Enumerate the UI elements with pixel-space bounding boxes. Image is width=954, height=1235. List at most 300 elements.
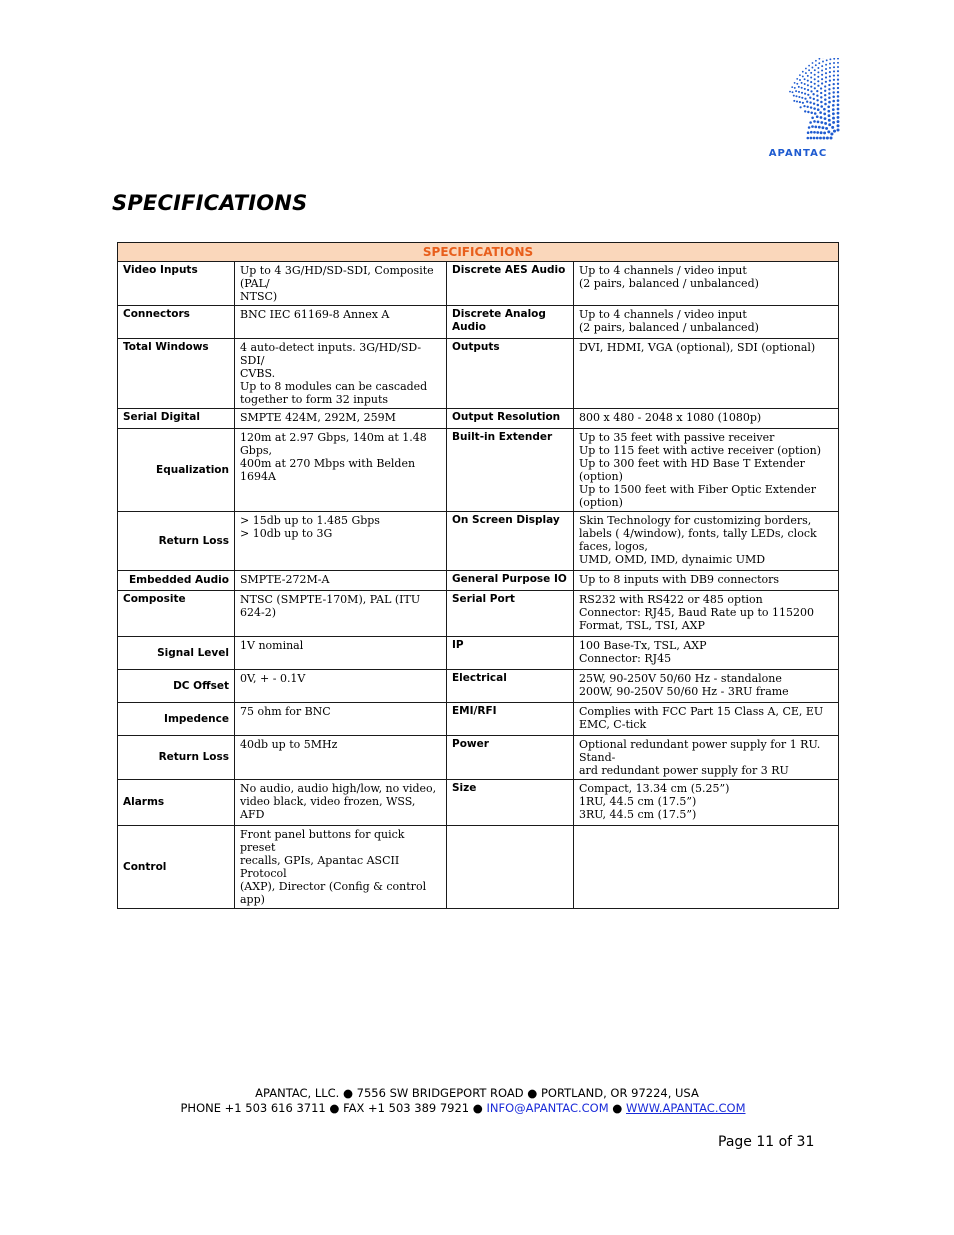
logo-dot — [798, 91, 800, 93]
spec-value-line: 1V nominal — [240, 639, 304, 652]
logo-dot — [810, 72, 812, 74]
logo-dot — [818, 62, 820, 64]
logo-dot — [828, 101, 831, 104]
spec-label: Discrete Analog Audio — [447, 306, 574, 339]
logo-dot — [810, 111, 813, 114]
table-row — [118, 262, 839, 306]
logo-dot — [832, 91, 834, 93]
footer-separator: ● — [608, 1101, 627, 1115]
spec-value — [235, 306, 447, 339]
logo-dot — [817, 76, 819, 78]
logo-dot — [814, 83, 816, 85]
logo-dot — [837, 58, 839, 60]
table-row — [118, 571, 839, 591]
logo-dot — [812, 93, 814, 95]
spec-value-line: No audio, audio high/low, no video, — [240, 782, 437, 795]
logo-dot — [827, 130, 830, 133]
logo-dot — [813, 107, 816, 110]
logo-dot — [802, 102, 804, 104]
logo-dot — [837, 70, 839, 72]
spec-value-line: 3RU, 44.5 cm (17.5”) — [579, 808, 697, 821]
spec-value-line: Compact, 13.34 cm (5.25”) — [579, 782, 730, 795]
spec-value-line: DVI, HDMI, VGA (optional), SDI (optional) — [579, 341, 816, 354]
table-row — [118, 736, 839, 780]
spec-label: Return Loss — [118, 512, 235, 571]
logo-dot — [811, 125, 814, 128]
table-row — [118, 780, 839, 826]
logo-dot — [822, 137, 825, 140]
logo-dot — [836, 128, 839, 131]
logo-dot — [832, 121, 835, 124]
logo-dot — [824, 85, 826, 87]
logo-dot — [822, 61, 824, 63]
spec-value-line: NTSC (SMPTE-170M), PAL (ITU 624-2) — [240, 593, 421, 619]
logo-dot — [799, 79, 801, 81]
logo-dot — [829, 75, 831, 77]
spec-label: Alarms — [118, 780, 235, 826]
logo-dot — [807, 94, 809, 96]
table-title: SPECIFICATIONS — [118, 243, 839, 262]
logo-dot — [824, 122, 827, 125]
logo-dot — [837, 78, 839, 80]
logo-dot — [814, 78, 816, 80]
spec-value-line: > 10db up to 3G — [240, 527, 333, 540]
logo-dot — [811, 117, 814, 120]
logo-dot — [826, 137, 829, 140]
logo-dot — [833, 62, 835, 64]
logo-dot — [804, 98, 806, 100]
logo-dot — [818, 126, 821, 129]
logo-dot — [799, 101, 801, 103]
logo-dot — [829, 136, 832, 139]
spec-value-line: Up to 4 channels / video input — [579, 308, 747, 321]
spec-value-line: Up to 4 3G/HD/SD-SDI, Composite (PAL/ — [240, 264, 434, 290]
spec-label: Total Windows — [118, 339, 235, 409]
logo-dot — [816, 137, 819, 140]
logo-dot — [828, 97, 831, 100]
logo-dot — [826, 59, 828, 61]
spec-label: On Screen Display — [447, 512, 574, 571]
logo-dot — [795, 95, 797, 97]
spec-value — [574, 571, 839, 591]
spec-value-line: Up to 8 modules can be cascaded — [240, 380, 428, 393]
spec-value-line: Up to 1500 feet with Fiber Optic Extender (option) — [579, 483, 816, 509]
logo-dot — [837, 120, 840, 123]
logo-dot — [804, 88, 806, 90]
logo-dot — [801, 87, 803, 89]
spec-label: Outputs — [447, 339, 574, 409]
spec-label: Video Inputs — [118, 262, 235, 306]
logo-dot — [824, 94, 826, 96]
spec-value-line: Up to 4 channels / video input — [579, 264, 747, 277]
logo-dot — [796, 78, 798, 80]
logo-dot — [819, 111, 822, 114]
logo-dot — [807, 137, 810, 140]
logo-dot — [794, 82, 796, 84]
logo-dot — [820, 92, 822, 94]
logo-dot — [829, 63, 831, 65]
spec-label: IP — [447, 637, 574, 670]
spec-value-line: SMPTE 424M, 292M, 259M — [240, 411, 396, 424]
logo-dot — [802, 71, 804, 73]
specifications-table — [117, 242, 839, 909]
logo-dot — [794, 87, 796, 89]
logo-dot — [816, 90, 818, 92]
spec-value-line: 120m at 2.97 Gbps, 140m at 1.48 Gbps, — [240, 431, 427, 457]
logo-dot — [837, 91, 839, 93]
spec-label: Control — [118, 826, 235, 909]
spec-value-line: Format, TSL, TSI, AXP — [579, 619, 705, 632]
logo-dot — [816, 115, 819, 118]
logo-dot — [796, 83, 798, 85]
logo-dot — [793, 100, 795, 102]
spec-value-line: EMC, C-tick — [579, 718, 647, 731]
spec-value — [235, 780, 447, 826]
logo-dot — [837, 112, 840, 115]
spec-value-line: 1RU, 44.5 cm (17.5”) — [579, 795, 697, 808]
spec-value-line: NTSC) — [240, 290, 278, 303]
spec-value-line: labels ( 4/window), fonts, tally LEDs, clock — [579, 527, 817, 540]
logo-dot — [820, 87, 822, 89]
spec-value-line: 25W, 90-250V 50/60 Hz - standalone — [579, 672, 782, 685]
logo-dot — [814, 112, 817, 115]
spec-label: Electrical — [447, 670, 574, 703]
spec-value-line: UMD, OMD, IMD, dynaimic UMD — [579, 553, 766, 566]
spec-label: Connectors — [118, 306, 235, 339]
spec-value-line: recalls, GPIs, Apantac ASCII Protocol — [240, 854, 400, 880]
logo-dot — [807, 89, 809, 91]
logo-dot — [808, 65, 810, 67]
logo-dot — [821, 74, 823, 76]
logo-dot — [802, 75, 804, 77]
logo-dot — [813, 102, 815, 104]
spec-label: Serial Port — [447, 591, 574, 637]
logo-dot — [827, 105, 830, 108]
logo-dot — [833, 75, 835, 77]
logo-dot — [810, 81, 812, 83]
logo-dot — [825, 127, 828, 130]
logo-dot — [837, 87, 839, 89]
spec-value — [574, 512, 839, 571]
logo-dot — [815, 60, 817, 62]
logo-dots-graphic — [760, 58, 840, 148]
spec-value-line: together to form 32 inputs — [240, 393, 389, 406]
logo-dot — [833, 130, 836, 133]
logo-dot — [809, 101, 811, 103]
spec-value — [574, 736, 839, 780]
spec-value — [235, 429, 447, 512]
spec-value — [574, 591, 839, 637]
logo-dot — [798, 86, 800, 88]
logo-dot — [795, 90, 797, 92]
logo-dot — [809, 121, 812, 124]
spec-value — [574, 780, 839, 826]
logo-dot — [807, 106, 809, 108]
spec-label: Size — [447, 780, 574, 826]
spec-value-line: BNC IEC 61169-8 Annex A — [240, 308, 390, 321]
spec-value-line: Optional redundant power supply for 1 RU. Stand- — [579, 738, 821, 764]
spec-value-line: Skin Technology for customizing borders, — [579, 514, 812, 527]
logo-dot — [827, 110, 830, 113]
logo-dot — [828, 84, 830, 86]
logo-dot — [820, 121, 823, 124]
logo-dot — [829, 79, 831, 81]
logo-dot — [807, 75, 809, 77]
table-row — [118, 429, 839, 512]
logo-dot — [837, 99, 840, 102]
logo-dot — [837, 124, 840, 127]
logo-dot — [817, 85, 819, 87]
spec-value — [235, 571, 447, 591]
logo-dot — [814, 126, 817, 129]
logo-dot — [807, 111, 809, 113]
spec-value — [574, 826, 839, 909]
logo-dot — [819, 58, 821, 60]
spec-value-line: Connector: RJ45, Baud Rate up to 115200 — [579, 606, 815, 619]
website-link[interactable]: WWW.APANTAC.COM — [626, 1101, 746, 1115]
logo-dot — [807, 131, 810, 134]
logo-dot — [799, 106, 801, 108]
logo-dot — [837, 95, 840, 98]
logo-dot — [833, 66, 835, 68]
spec-value-line: 40db up to 5MHz — [240, 738, 338, 751]
spec-value — [235, 826, 447, 909]
spec-value-line: Connector: RJ45 — [579, 652, 672, 665]
spec-value — [235, 512, 447, 571]
logo-dot — [837, 83, 839, 85]
spec-value-line: 400m at 270 Mbps with Belden 1694A — [240, 457, 416, 483]
logo-dot — [817, 121, 820, 124]
spec-value-line: 100 Base-Tx, TSL, AXP — [579, 639, 707, 652]
logo-dot — [828, 88, 830, 90]
spec-value-line: 200W, 90-250V 50/60 Hz - 3RU frame — [579, 685, 789, 698]
logo-dot — [807, 84, 809, 86]
logo-text: APANTAC — [768, 148, 828, 159]
spec-value — [574, 262, 839, 306]
spec-value — [574, 306, 839, 339]
spec-value — [574, 670, 839, 703]
logo-dot — [832, 104, 835, 107]
spec-label: DC Offset — [118, 670, 235, 703]
spec-label: Discrete AES Audio — [447, 262, 574, 306]
logo-dot — [825, 72, 827, 74]
logo-dot — [816, 95, 818, 97]
logo-dot — [801, 97, 803, 99]
logo-dot — [810, 106, 812, 108]
logo-dot — [810, 86, 812, 88]
logo-dot — [815, 64, 817, 66]
spec-value-line: 0V, + - 0.1V — [240, 672, 306, 685]
logo-dot — [825, 68, 827, 70]
spec-value-line: RS232 with RS422 or 485 option — [579, 593, 763, 606]
logo-dot — [837, 116, 840, 119]
spec-value-line: 4 auto-detect inputs. 3G/HD/SD-SDI/ — [240, 341, 422, 367]
logo-dot — [804, 110, 806, 112]
logo-dot — [817, 67, 819, 69]
spec-label: Power — [447, 736, 574, 780]
table-row — [118, 591, 839, 637]
logo-dot — [824, 90, 826, 92]
spec-label: Composite — [118, 591, 235, 637]
logo-dot — [820, 116, 823, 119]
company-logo — [760, 58, 840, 162]
logo-dot — [811, 67, 813, 69]
spec-value — [235, 670, 447, 703]
spec-value-line: (AXP), Director (Config & control app) — [240, 880, 427, 906]
spec-value-line: video black, video frozen, WSS, AFD — [240, 795, 416, 821]
logo-dot — [828, 92, 830, 94]
logo-dot — [828, 114, 831, 117]
logo-dot — [819, 137, 822, 140]
logo-dot — [805, 68, 807, 70]
logo-dot — [832, 112, 835, 115]
page-title: SPECIFICATIONS — [112, 191, 308, 215]
logo-dot — [789, 91, 791, 93]
logo-dot — [801, 82, 803, 84]
spec-label — [447, 826, 574, 909]
table-row — [118, 703, 839, 736]
logo-dot — [825, 76, 827, 78]
logo-dot — [829, 67, 831, 69]
logo-dot — [825, 64, 827, 66]
table-row — [118, 339, 839, 409]
logo-dot — [837, 108, 840, 111]
logo-dot — [833, 83, 835, 85]
table-title-row — [118, 243, 839, 262]
logo-dot — [814, 74, 816, 76]
email-link[interactable]: INFO@APANTAC.COM — [486, 1101, 609, 1115]
logo-dot — [821, 65, 823, 67]
logo-dot — [813, 131, 816, 134]
spec-value — [574, 339, 839, 409]
logo-dot — [828, 123, 831, 126]
logo-dot — [816, 131, 819, 134]
logo-dot — [837, 74, 839, 76]
spec-value-line: (2 pairs, balanced / unbalanced) — [579, 321, 759, 334]
logo-dot — [817, 71, 819, 73]
logo-dot — [804, 83, 806, 85]
logo-dot — [808, 126, 811, 129]
footer-contact — [0, 1101, 940, 1115]
spec-value-line: SMPTE-272M-A — [240, 573, 330, 586]
spec-value-line: > 15db up to 1.485 Gbps — [240, 514, 380, 527]
logo-dot — [798, 96, 800, 98]
spec-label: Impedence — [118, 703, 235, 736]
spec-label: Built-in Extender — [447, 429, 574, 512]
spec-value-line: Up to 300 feet with HD Base T Extender (option) — [579, 457, 805, 483]
logo-dot — [813, 137, 816, 140]
logo-dot — [804, 93, 806, 95]
logo-dot — [814, 69, 816, 71]
logo-dot — [832, 100, 835, 103]
logo-dot — [810, 131, 813, 134]
logo-dot — [808, 69, 810, 71]
logo-dot — [821, 126, 824, 129]
footer-phone-fax: PHONE +1 503 616 3711 ● FAX +1 503 389 7921 ● — [180, 1101, 487, 1115]
logo-dot — [816, 99, 818, 101]
table-row — [118, 409, 839, 429]
logo-dot — [801, 92, 803, 94]
spec-value — [574, 409, 839, 429]
logo-dot — [828, 119, 831, 122]
table-row — [118, 306, 839, 339]
table-row — [118, 512, 839, 571]
logo-dot — [792, 91, 794, 93]
logo-dot — [833, 79, 835, 81]
spec-value-line: Up to 115 feet with active receiver (option) — [579, 444, 821, 457]
spec-value — [235, 591, 447, 637]
logo-dot — [817, 104, 820, 107]
logo-dot — [829, 58, 831, 60]
logo-dot — [820, 101, 823, 104]
spec-label: Embedded Audio — [118, 571, 235, 591]
logo-dot — [812, 62, 814, 64]
spec-value-line: (2 pairs, balanced / unbalanced) — [579, 277, 759, 290]
logo-dot — [837, 66, 839, 68]
spec-value-line: 75 ohm for BNC — [240, 705, 331, 718]
logo-dot — [833, 70, 835, 72]
logo-dot — [813, 120, 816, 123]
logo-dot — [837, 62, 839, 64]
logo-dot — [824, 103, 827, 106]
logo-dot — [823, 131, 826, 134]
logo-dot — [793, 95, 795, 97]
logo-dot — [810, 76, 812, 78]
logo-dot — [807, 80, 809, 82]
table-row — [118, 637, 839, 670]
logo-dot — [810, 137, 813, 140]
logo-dot — [817, 108, 820, 111]
spec-value-line: Complies with FCC Part 15 Class A, CE, EU — [579, 705, 824, 718]
logo-dot — [813, 98, 815, 100]
logo-dot — [821, 78, 823, 80]
logo-dot — [829, 71, 831, 73]
spec-value-line: Up to 8 inputs with DB9 connectors — [579, 573, 780, 586]
spec-label: Return Loss — [118, 736, 235, 780]
logo-dot — [820, 131, 823, 134]
logo-dot — [832, 96, 835, 99]
spec-label: EMI/RFI — [447, 703, 574, 736]
spec-value — [235, 339, 447, 409]
spec-value-line: Front panel buttons for quick preset — [240, 828, 405, 854]
logo-dot — [810, 90, 812, 92]
logo-dot — [831, 126, 834, 129]
footer-address: APANTAC, LLC. ● 7556 SW BRIDGEPORT ROAD ● PORTLAND, OR 97224, USA — [255, 1086, 699, 1100]
logo-dot — [823, 108, 826, 111]
logo-dot — [804, 78, 806, 80]
logo-dot — [805, 72, 807, 74]
logo-dot — [823, 113, 826, 116]
logo-dot — [824, 117, 827, 120]
logo-dot — [803, 105, 805, 107]
spec-value-line: Up to 35 feet with passive receiver — [579, 431, 775, 444]
table-row — [118, 670, 839, 703]
logo-dot — [799, 74, 801, 76]
logo-dot — [833, 58, 835, 60]
logo-dot — [821, 82, 823, 84]
logo-dot — [832, 117, 835, 120]
spec-value-line: CVBS. — [240, 367, 276, 380]
logo-dot — [806, 101, 808, 103]
logo-dot — [833, 87, 835, 89]
spec-label: Equalization — [118, 429, 235, 512]
logo-dot — [837, 103, 840, 106]
logo-dot — [820, 105, 823, 108]
logo-dot — [820, 96, 822, 98]
spec-value-line: faces, logos, — [579, 540, 648, 553]
logo-dot — [824, 98, 827, 101]
logo-dot — [830, 132, 833, 135]
